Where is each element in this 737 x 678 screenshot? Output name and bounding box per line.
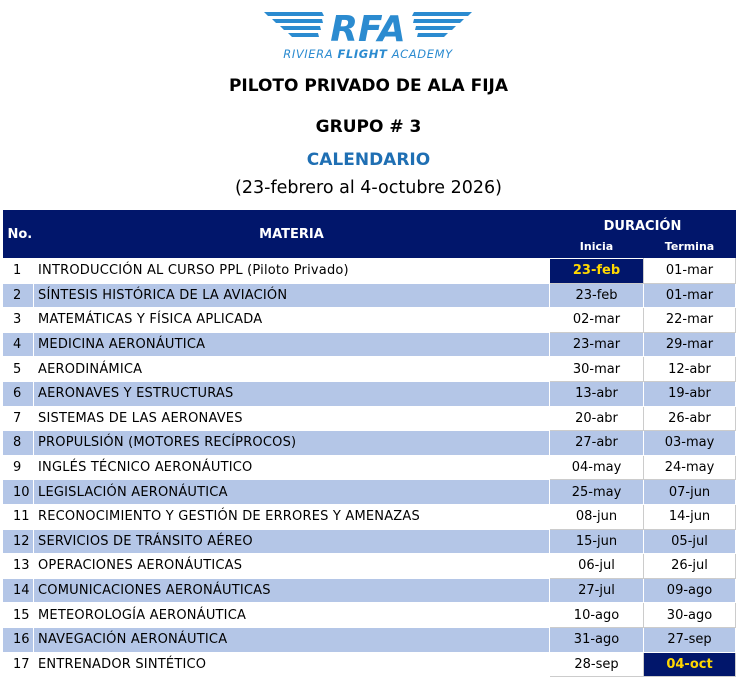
row-inicia: 25-may (550, 480, 644, 505)
row-inicia: 23-feb (550, 283, 644, 308)
row-materia: NAVEGACIÓN AERONÁUTICA (34, 627, 550, 652)
row-materia: SÍNTESIS HISTÓRICA DE LA AVIACIÓN (34, 283, 550, 308)
table-row (3, 554, 736, 579)
col-header-materia: MATERIA (34, 210, 550, 259)
row-number: 10 (3, 480, 34, 505)
row-materia: INTRODUCCIÓN AL CURSO PPL (Piloto Privado) (34, 259, 550, 284)
row-inicia: 06-jul (550, 554, 644, 579)
row-inicia: 08-jun (550, 504, 644, 529)
row-inicia: 30-mar (550, 357, 644, 382)
page-title: PILOTO PRIVADO DE ALA FIJA (228, 76, 509, 96)
row-number: 14 (3, 578, 34, 603)
row-materia: MEDICINA AERONÁUTICA (34, 332, 550, 357)
table-row (3, 259, 736, 284)
row-materia: LEGISLACIÓN AERONÁUTICA (34, 480, 550, 505)
row-termina: 03-may (644, 431, 736, 456)
row-number: 6 (3, 381, 34, 406)
row-inicia: 10-ago (550, 603, 644, 628)
row-number: 3 (3, 308, 34, 333)
table-row (3, 627, 736, 652)
schedule-table (2, 210, 736, 677)
row-materia: SERVICIOS DE TRÁNSITO AÉREO (34, 529, 550, 554)
row-termina: 26-abr (644, 406, 736, 431)
table-row (3, 529, 736, 554)
row-inicia: 23-mar (550, 332, 644, 357)
table-row (3, 652, 736, 677)
row-materia: COMUNICACIONES AERONÁUTICAS (34, 578, 550, 603)
row-inicia: 27-jul (550, 578, 644, 603)
row-termina: 26-jul (644, 554, 736, 579)
row-materia: OPERACIONES AERONÁUTICAS (34, 554, 550, 579)
table-row (3, 455, 736, 480)
row-number: 8 (3, 431, 34, 456)
row-materia: AERODINÁMICA (34, 357, 550, 382)
row-termina: 29-mar (644, 332, 736, 357)
row-termina: 24-may (644, 455, 736, 480)
row-termina: 12-abr (644, 357, 736, 382)
row-termina: 27-sep (644, 627, 736, 652)
row-number: 5 (3, 357, 34, 382)
row-termina: 09-ago (644, 578, 736, 603)
row-materia: PROPULSIÓN (MOTORES RECÍPROCOS) (34, 431, 550, 456)
row-termina: 01-mar (644, 259, 736, 284)
row-number: 7 (3, 406, 34, 431)
table-row (3, 381, 736, 406)
table-row (3, 308, 736, 333)
row-number: 9 (3, 455, 34, 480)
row-number: 15 (3, 603, 34, 628)
row-inicia: 02-mar (550, 308, 644, 333)
table-row (3, 406, 736, 431)
rfa-wings-icon (262, 8, 474, 48)
col-header-duracion: DURACIÓN (550, 210, 736, 234)
row-number: 11 (3, 504, 34, 529)
logo-tagline: RIVIERA FLIGHT ACADEMY (283, 47, 453, 61)
rfa-logo (262, 8, 474, 66)
row-materia: RECONOCIMIENTO Y GESTIÓN DE ERRORES Y AMENAZAS (34, 504, 550, 529)
row-termina: 30-ago (644, 603, 736, 628)
row-number: 16 (3, 627, 34, 652)
row-termina: 01-mar (644, 283, 736, 308)
row-number: 1 (3, 259, 34, 284)
table-row (3, 578, 736, 603)
table-row (3, 431, 736, 456)
calendar-heading: CALENDARIO (306, 150, 431, 170)
row-inicia: 13-abr (550, 381, 644, 406)
row-inicia: 04-may (550, 455, 644, 480)
table-row (3, 283, 736, 308)
row-termina: 14-jun (644, 504, 736, 529)
col-header-termina: Termina (644, 234, 736, 259)
row-inicia: 27-abr (550, 431, 644, 456)
table-row (3, 603, 736, 628)
row-materia: SISTEMAS DE LAS AERONAVES (34, 406, 550, 431)
row-termina: 07-jun (644, 480, 736, 505)
row-number: 17 (3, 652, 34, 677)
row-number: 13 (3, 554, 34, 579)
row-termina: 05-jul (644, 529, 736, 554)
table-row (3, 332, 736, 357)
table-row (3, 357, 736, 382)
group-label: GRUPO # 3 (315, 117, 422, 137)
row-materia: AERONAVES Y ESTRUCTURAS (34, 381, 550, 406)
row-inicia: 31-ago (550, 627, 644, 652)
row-materia: INGLÉS TÉCNICO AERONÁUTICO (34, 455, 550, 480)
row-inicia: 23-feb (550, 259, 644, 284)
row-inicia: 15-jun (550, 529, 644, 554)
row-number: 4 (3, 332, 34, 357)
row-inicia: 28-sep (550, 652, 644, 677)
svg-text:RFA: RFA (330, 9, 406, 48)
row-number: 2 (3, 283, 34, 308)
row-termina: 19-abr (644, 381, 736, 406)
row-materia: METEOROLOGÍA AERONÁUTICA (34, 603, 550, 628)
row-number: 12 (3, 529, 34, 554)
row-materia: MATEMÁTICAS Y FÍSICA APLICADA (34, 308, 550, 333)
row-materia: ENTRENADOR SINTÉTICO (34, 652, 550, 677)
table-row (3, 504, 736, 529)
date-range: (23-febrero al 4-octubre 2026) (235, 178, 502, 198)
row-termina: 04-oct (644, 652, 736, 677)
row-inicia: 20-abr (550, 406, 644, 431)
row-termina: 22-mar (644, 308, 736, 333)
col-header-inicia: Inicia (550, 234, 644, 259)
col-header-no: No. (3, 210, 34, 259)
table-row (3, 480, 736, 505)
